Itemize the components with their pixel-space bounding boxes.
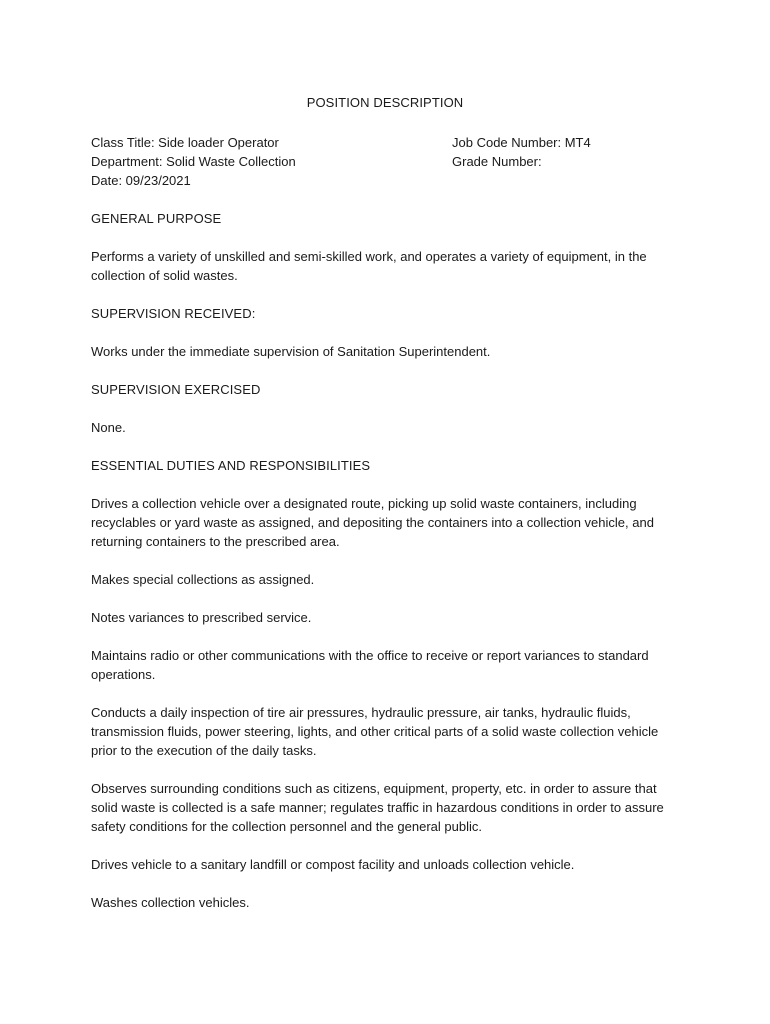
duty-paragraph: Drives a collection vehicle over a designated route, picking up solid waste containers, including recyclables or yard waste as assigned, and depositing the containers into a collection vehicle, and returning containers to the prescribed area. <box>91 496 654 549</box>
supervision-exercised-text: None. <box>91 420 126 435</box>
supervision-exercised-heading: SUPERVISION EXERCISED <box>91 382 261 397</box>
class-title: Class Title: Side loader Operator <box>91 135 279 150</box>
department: Department: Solid Waste Collection <box>91 154 296 169</box>
supervision-received-text: Works under the immediate supervision of Sanitation Superintendent. <box>91 344 491 359</box>
essential-duties-heading: ESSENTIAL DUTIES AND RESPONSIBILITIES <box>91 458 371 473</box>
duty-paragraph: Notes variances to prescribed service. <box>91 610 312 625</box>
duty-paragraph: Drives vehicle to a sanitary landfill or compost facility and unloads collection vehicle. <box>91 857 575 872</box>
header-right-column <box>452 133 692 171</box>
document-title: POSITION DESCRIPTION <box>306 95 464 110</box>
header-left-column <box>91 133 451 190</box>
general-purpose-text: Performs a variety of unskilled and semi-skilled work, and operates a variety of equipment, in the collection of solid wastes. <box>91 249 647 283</box>
grade-number: Grade Number: <box>452 154 542 169</box>
date: Date: 09/23/2021 <box>91 173 191 188</box>
duty-paragraph: Observes surrounding conditions such as citizens, equipment, property, etc. in order to assure that solid waste is collected is a safe manner; regulates traffic in hazardous conditions in order to assure safety conditions for the collection personnel and the general public. <box>91 781 664 834</box>
duty-paragraph: Makes special collections as assigned. <box>91 572 315 587</box>
supervision-received-heading: SUPERVISION RECEIVED: <box>91 306 256 321</box>
duty-paragraph: Washes collection vehicles. <box>91 895 250 910</box>
duty-paragraph: Conducts a daily inspection of tire air pressures, hydraulic pressure, air tanks, hydraulic fluids, transmission fluids, power steering, lights, and other critical parts of a solid waste collection vehicle prior to the execution of the daily tasks. <box>91 705 659 758</box>
duty-paragraph: Maintains radio or other communications with the office to receive or report variances to standard operations. <box>91 648 649 682</box>
job-code-number: Job Code Number: MT4 <box>452 135 591 150</box>
document-body <box>91 209 682 931</box>
general-purpose-heading: GENERAL PURPOSE <box>91 211 222 226</box>
